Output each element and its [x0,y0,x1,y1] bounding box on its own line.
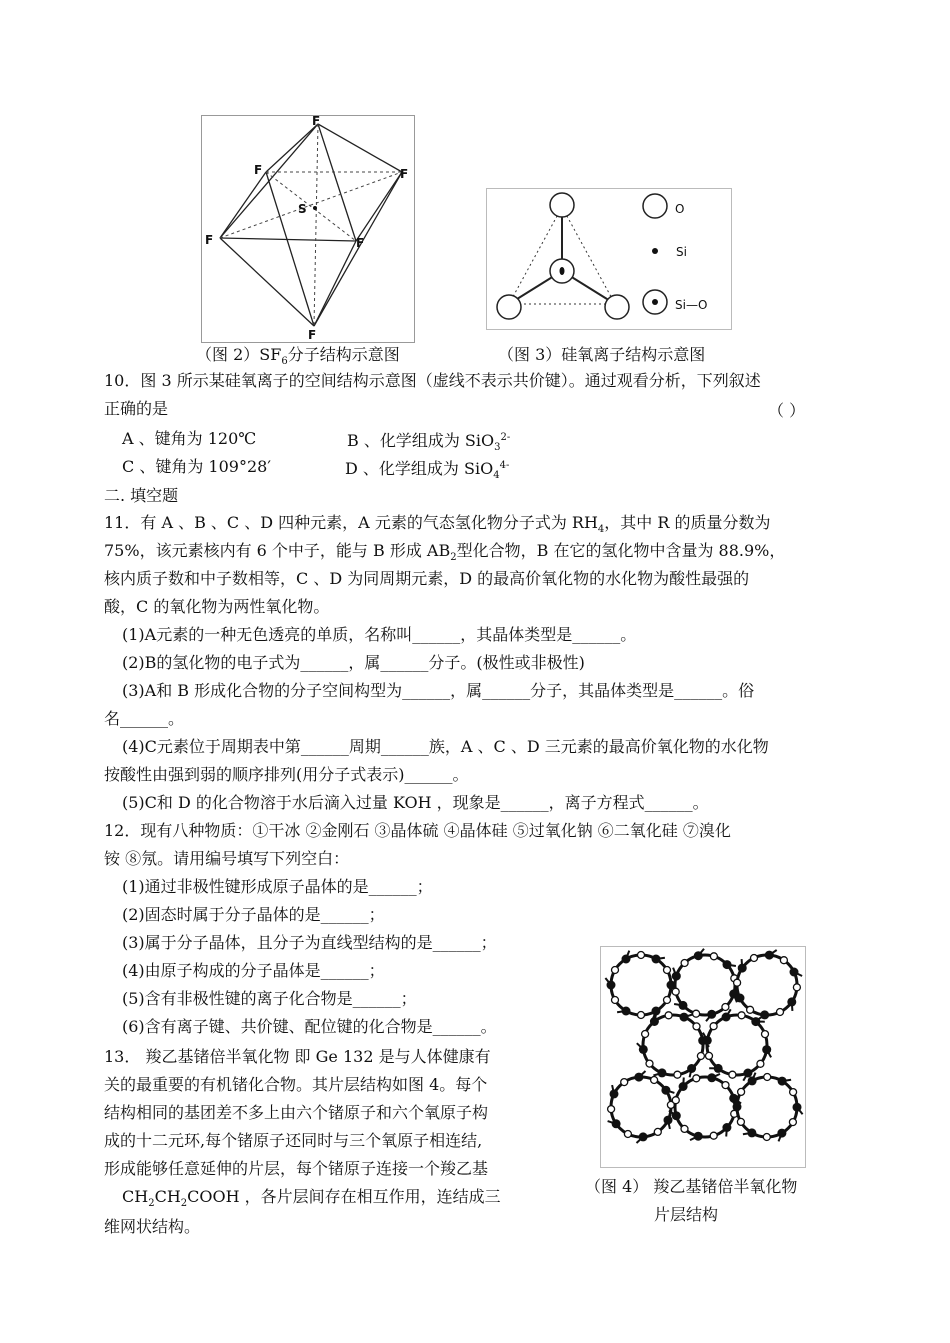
o-atom [789,1119,796,1126]
legend-o-label: O [675,202,685,216]
q11-line-1-sub: 4 [597,524,605,535]
q12-sub-6: (6)含有离子键、共价键、配位键的化合物是______。 [122,1017,497,1036]
q10-answer-bracket: （ ） [768,401,806,420]
atom-label-top: F [312,116,321,128]
o-atom [738,1088,745,1095]
q10-option-d-sub: 4 [493,470,500,481]
ge-atom [658,1068,667,1077]
ge-atom [639,1045,648,1054]
o-atom [646,1060,653,1067]
o-atom [734,979,741,986]
q12-sub-4: (4)由原子构成的分子晶体是______； [122,961,385,980]
ge-atom [778,1077,787,1086]
ge132-lattice-diagram [601,947,805,1167]
atom-label-center: S [298,202,307,216]
o-atom [674,1071,681,1078]
o-atom [710,1132,717,1139]
legend-sio-label: Si—O [675,298,708,312]
ge-atom [751,1017,760,1026]
ge-atom [722,1013,731,1022]
o-atom [608,1106,615,1113]
figure-4-caption-line-1: （图 4） 羧乙基锗倍半氧化物 [585,1177,798,1196]
figure-4-caption-line-2: 片层结构 [654,1205,719,1224]
q12-sub-5: (5)含有非极性键的离子化合物是______； [122,989,417,1008]
ge-atom [762,1045,771,1054]
o-atom [664,997,671,1004]
o-atom [763,1134,770,1141]
o-atom [638,952,645,959]
o-atom [697,1053,704,1060]
ge-atom [639,1132,648,1141]
ge-atom [760,1010,769,1019]
atom-label-bottom: F [308,328,317,342]
o-atom [693,1075,700,1082]
o-atom [793,984,800,991]
q11-sub-4b: 按酸性由强到弱的顺序排列(用分子式表示)______。 [104,765,469,784]
q10-option-b-text: B 、化学组成为 SiO [347,431,495,450]
q13-formula-ch-2: CH [154,1187,181,1206]
q12-line-2: 铵 ⑧氖。请用编号填写下列空白： [104,849,350,868]
o-atom [693,1023,700,1030]
ge-atom [743,1069,752,1078]
o-atom [642,1031,649,1038]
q11-sub-1: (1)A元素的一种无色透亮的单质，名称叫______，其晶体类型是______。 [122,625,637,644]
q11-line-1 [104,512,771,541]
q13-formula-sub-2: 2 [180,1198,188,1209]
q11-sub-3a: (3)A和 B 形成化合物的分子空间构型为______，属______分子，其晶体类型是______。俗 [122,681,755,700]
o-atom [706,1052,713,1059]
q13-line-1: 13． 羧乙基锗倍半氧化物 即 Ge 132 是与人体健康有 [104,1047,491,1066]
ge-atom [694,1132,703,1141]
q12-sub-3: (3)属于分子晶体，且分子为直线型结构的是______； [122,933,497,952]
ge-atom [661,1086,670,1095]
q12-sub-1: (1)通过非极性键形成原子晶体的是______； [122,877,433,896]
ge-atom [714,1064,723,1073]
ge-o-ring [737,1077,797,1137]
ge-atom [736,994,745,1003]
q13-line-5: 形成能够任意延伸的片层，每个锗原子连接一个羧乙基 [104,1159,489,1178]
ge-atom [748,1076,757,1085]
q10-line-1: 10．图 3 所示某硅氧离子的空间结构示意图（虚线不表示共价键）。通过观看分析，下列叙述 [104,371,761,390]
q11-line-2-text: 75%，该元素核内有 6 个中子，能与 B 形成 AB [104,541,451,560]
o-atom [612,997,619,1004]
silicate-structure-diagram [487,189,731,329]
q11-sub-3b: 名______。 [104,709,185,728]
o-atom [710,1023,717,1030]
ge-atom [650,1017,659,1026]
ge-o-ring [737,955,797,1015]
figure-2-caption-tail: 分子结构示意图 [287,345,400,364]
ge-o-ring [611,955,671,1015]
o-atom [729,1071,736,1078]
ge-atom [793,1103,802,1112]
q10-option-d [345,456,509,481]
o-atom [722,1004,729,1011]
figure-4-frame [600,946,806,1168]
o-atom [621,1079,628,1086]
o-atom [747,1006,754,1013]
atom-label-right: F [400,167,409,181]
ge-atom [664,1116,673,1125]
o-atom [738,1012,745,1019]
q10-option-b-sub: 3 [494,442,501,453]
o-atom [665,1012,672,1019]
o-atom [681,1125,688,1132]
q13-line-4: 成的十二元环,每个锗原子还同时与三个氧原子相连结, [104,1131,483,1150]
figure-3-caption: （图 3）硅氧离子结构示意图 [498,345,706,364]
ge-atom [607,981,616,990]
q13-line-6 [122,1186,501,1215]
o-atom [762,1031,769,1038]
o-atom [612,967,619,974]
ge-atom [765,951,774,960]
o-atom [764,1074,771,1081]
q10-line-2: 正确的是 [104,399,169,418]
o-atom [638,1012,645,1019]
ge-atom [687,1064,696,1073]
o-atom [790,1089,797,1096]
o-atom [693,1010,700,1017]
ge-atom [722,1123,731,1132]
q13-formula-sub-1: 2 [148,1198,155,1209]
o-atom [757,1060,764,1067]
figure-2-frame [201,115,415,343]
sf6-structure-diagram [202,116,414,342]
ge-atom [777,1129,786,1138]
q13-line-3: 结构相同的基团差不多上由六个锗原子和六个氧原子构 [104,1103,489,1122]
q10-option-d-text: D 、化学组成为 SiO [345,459,494,478]
ge-atom [622,955,631,964]
ge-atom [703,1036,712,1045]
q11-line-1-text: 11．有 A 、B 、C 、D 四种元素，A 元素的气态氢化物分子式为 RH [104,513,598,532]
atom-label-upper-left: F [254,163,263,177]
ge-atom [733,1102,742,1111]
ge-atom [672,1111,681,1120]
ge-atom [694,951,703,960]
q11-line-1-tail: ，其中 R 的质量分数为 [604,513,771,532]
o-atom [672,1097,679,1104]
q11-line-3: 核内质子数和中子数相等，C 、D 为同周期元素，D 的最高价氧化物的水化物为酸性最强的 [104,569,750,588]
figure-2-caption-sub: 6 [281,356,288,367]
q13-line-7: 维网状结构。 [104,1217,201,1236]
q11-line-2-tail: 型化合物，B 在它的氢化物中含量为 88.9%， [456,541,786,560]
q13-line-6-tail: COOH ，各片层间存在相互作用，连结成三 [187,1187,501,1206]
o-atom [651,1077,658,1084]
ge-atom [707,1010,716,1019]
legend-si-label: Si [676,245,687,259]
ge-atom [738,964,747,973]
o-atom [751,955,758,962]
ge-atom [790,968,799,977]
ge-atom [634,1073,643,1082]
q12-line-1: 12．现有八种物质：①干冰 ②金刚石 ③晶体硫 ④晶体硅 ⑤过氧化钠 ⑥二氧化硅 ⑦溴化 [104,821,731,840]
o-atom [681,960,688,967]
ge-atom [679,1001,688,1010]
o-atom [737,1118,744,1125]
ge-atom [652,955,661,964]
o-atom [722,1082,729,1089]
q11-sub-2: (2)B的氢化物的电子式为______，属______分子。(极性或非极性) [122,653,585,672]
ge-atom [610,1089,619,1098]
ge-atom [622,1007,631,1016]
ge-o-ring [611,1077,671,1137]
section-heading-fill-in: 二. 填空题 [104,486,179,505]
figure-2-caption [196,342,400,367]
o-atom [780,957,787,964]
o-atom [777,1009,784,1016]
q10-option-d-sup: 4- [499,460,510,471]
ge-atom [723,960,732,969]
q11-sub-5: (5)C和 D 的化合物溶于水后滴入过量 KOH ，现象是______，离子方程式______。 [122,793,709,812]
ge-atom [787,997,796,1006]
figure-3-frame [486,188,732,330]
q13-formula-ch-1: CH [122,1187,149,1206]
o-atom [654,1128,661,1135]
q10-option-b-sup: 2- [500,432,511,443]
atom-label-lower-right: F [356,236,365,250]
q10-option-c: C 、键角为 109°28′ [122,457,271,476]
q11-line-2-sub: 2 [450,552,457,563]
q12-sub-2: (2)固态时属于分子晶体的是______； [122,905,385,924]
atom-label-left: F [205,233,214,247]
o-atom [710,953,717,960]
o-atom [624,1131,631,1138]
q11-sub-4a: (4)C元素位于周期表中第______周期______族，A 、C 、D 三元素的最高价氧化物的水化物 [122,737,769,756]
q13-line-2: 关的最重要的有机锗化合物。其片层结构如图 4。每个 [104,1075,488,1094]
ge-atom [747,1128,756,1137]
ge-atom [679,1082,688,1091]
q11-line-4: 酸，C 的氧化物为两性氧化物。 [104,597,330,616]
q10-option-b [347,428,510,453]
ge-atom [612,1119,621,1128]
o-atom [672,988,679,995]
ge-atom [680,1013,689,1022]
ge-atom [707,1073,716,1082]
q10-option-a: A 、键角为 120℃ [122,429,257,448]
ge-atom [672,972,681,981]
q11-line-2 [104,540,785,569]
o-atom [664,967,671,974]
figure-2-caption-text: （图 2）SF [196,345,282,364]
